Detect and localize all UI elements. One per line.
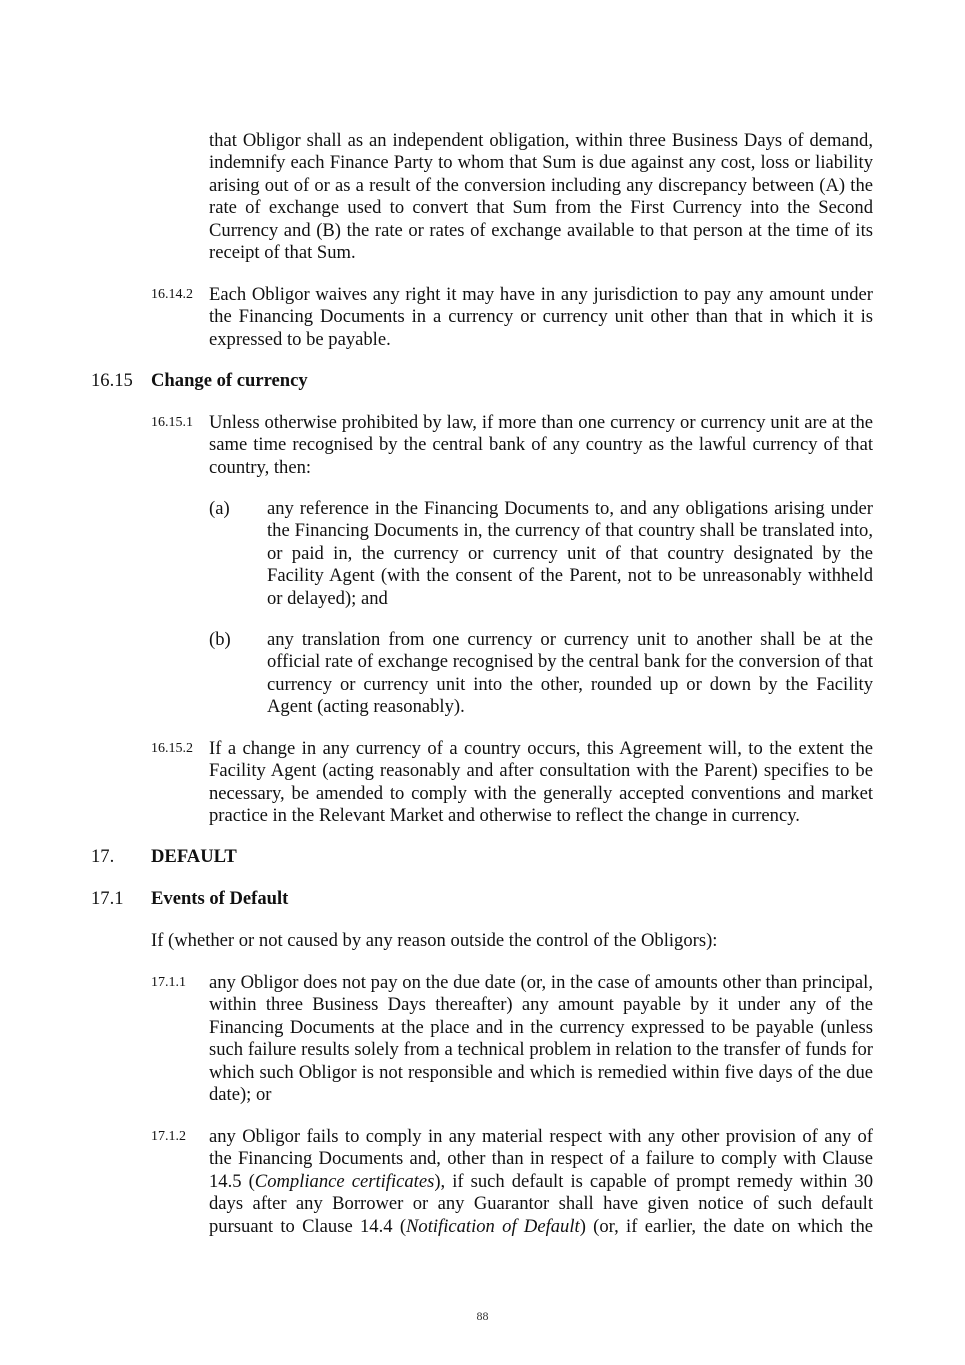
subclause-a-text: any reference in the Financing Documents to, and any obligations arising under the Financing Documents in, the currency of that country shall be translated into, or paid in, the currency or currency unit of that country designated by the Facility Agent (with the consent of the Parent, not to be unreasonably withheld or delayed); and [267,498,873,609]
subclause-b-text: any translation from one currency or currency unit to another shall be at the official rate of exchange recognised by the central bank for the conversion of that currency or currency unit into the other, rounded up or down by the Facility Agent (acting reasonably). [267,629,873,718]
subclause-label: (a) [209,498,230,519]
clause-number: 17.1.1 [151,975,186,990]
text-run: ) (or, if earlier, the date on which the [579,1215,873,1237]
clause-number: 17.1.2 [151,1129,186,1144]
text-run: ), if such default is capable of prompt remedy within 30 days after any Borrower or any Guarantor shall have given notice of such default pursuant to Clause 14.4 ( [209,1170,873,1237]
section-number: 16.15 [91,370,133,391]
section-heading-events-of-default: Events of Default [151,888,289,909]
section-heading-change-of-currency: Change of currency [151,370,308,391]
clause-number: 16.15.2 [151,741,193,756]
clause-number: 16.15.1 [151,415,193,430]
italic-reference: Compliance certificates [254,1170,435,1192]
section-heading-default: DEFAULT [151,846,237,867]
continuation-paragraph: that Obligor shall as an independent obligation, within three Business Days of demand, indemnify each Finance Party to whom that Sum is due against any cost, loss or liability arising out of or as a result of the conversion including any discrepancy between (A) the rate of exchange used to convert that Sum from the First Currency into the Second Currency and (B) the rate or rates of exchange available to that person at the time of its receipt of that Sum. [209,130,873,264]
page-number: 88 [476,1309,489,1323]
subclause-label: (b) [209,629,231,650]
clause-number: 16.14.2 [151,287,193,302]
text-run: any Obligor fails to comply in any material respect with any other provision of any of the Financing Documents and, other than in respect of a failure to comply with Clause 14.5 ( [209,1126,873,1192]
italic-reference: Notification of Default [406,1215,580,1237]
clause-16-15-2-text: If a change in any currency of a country occurs, this Agreement will, to the extent the Facility Agent (acting reasonably and after consultation with the Parent) specifies to be necessary, be amended to comply with the generally accepted conventions and market practice in the Relevant Market and otherwise to reflect the change in currency. [209,738,873,827]
events-of-default-intro: If (whether or not caused by any reason outside the control of the Obligors): [151,930,718,951]
clause-17-1-1-text: any Obligor does not pay on the due date (or, in the case of amounts other than principal, within three Business Days thereafter) any amount payable by it under any of the Financing Documents at the place and in the currency expressed to be payable (unless such failure results solely from a technical problem in relation to the transfer of funds for which such Obligor is not responsible and which is remedied within five days of the due date); or [209,972,873,1106]
clause-17-1-2-text [209,1126,873,1238]
clause-16-15-1-text: Unless otherwise prohibited by law, if more than one currency or currency unit are at the same time recognised by the central bank of any country as the lawful currency of that country, then: [209,412,873,478]
clause-16-14-2-text: Each Obligor waives any right it may have in any jurisdiction to pay any amount under the Financing Documents in a currency or currency unit other than that in which it is expressed to be payable. [209,284,873,350]
section-number: 17. [91,846,115,867]
section-number: 17.1 [91,888,124,909]
